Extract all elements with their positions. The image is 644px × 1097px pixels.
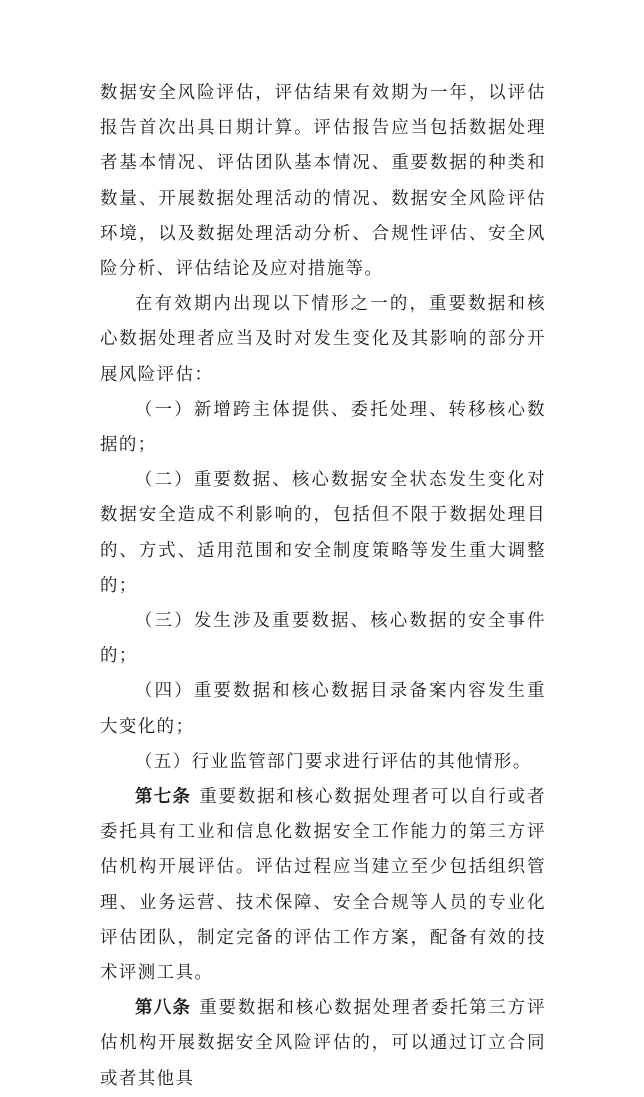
document-body bbox=[100, 76, 546, 1097]
list-item-4 bbox=[100, 674, 546, 744]
paragraph-text: 在有效期内出现以下情形之一的，重要数据和核心数据处理者应当及时对发生变化及其影响的部分开展风险评估： bbox=[100, 294, 546, 385]
paragraph-text: （四）重要数据和核心数据目录备案内容发生重大变化的； bbox=[100, 681, 546, 737]
paragraph-text: 数据安全风险评估，评估结果有效期为一年，以评估报告首次出具日期计算。评估报告应当包括数据处理者基本情况、评估团队基本情况、重要数据的种类和数量、开展数据处理活动的情况、数据安全风险评估环境，以及数据处理活动分析、合规性评估、安全风险分析、评估结论及应对措施等。 bbox=[100, 83, 546, 280]
list-item-1 bbox=[100, 393, 546, 463]
paragraph-text: （五）行业监管部门要求进行评估的其他情形。 bbox=[135, 751, 532, 772]
list-item-3 bbox=[100, 604, 546, 674]
article-number: 第八条 bbox=[135, 998, 192, 1019]
article-8 bbox=[100, 991, 546, 1097]
paragraph-text: （二）重要数据、核心数据安全状态发生变化对数据安全造成不利影响的，包括但不限于数据处理目的、方式、适用范围和安全制度策略等发生重大调整的； bbox=[100, 470, 546, 596]
paragraph-text: 重要数据和核心数据处理者委托第三方评估机构开展数据安全风险评估的，可以通过订立合同或者其他具 bbox=[100, 998, 546, 1089]
paragraph-text: （三）发生涉及重要数据、核心数据的安全事件的； bbox=[100, 611, 546, 667]
paragraph-text: （一）新增跨主体提供、委托处理、转移核心数据的； bbox=[100, 399, 546, 456]
list-item-5 bbox=[100, 745, 546, 780]
paragraph-text: 重要数据和核心数据处理者可以自行或者委托具有工业和信息化数据安全工作能力的第三方评估机构开展评估。评估过程应当建立至少包括组织管理、业务运营、技术保障、安全合规等人员的专业化评估团队，制定完备的评估工作方案，配备有效的技术评测工具。 bbox=[100, 787, 546, 984]
paragraph-continuation bbox=[100, 76, 546, 287]
article-7 bbox=[100, 780, 546, 991]
article-number: 第七条 bbox=[135, 787, 192, 808]
paragraph-validity bbox=[100, 287, 546, 393]
list-item-2 bbox=[100, 463, 546, 604]
